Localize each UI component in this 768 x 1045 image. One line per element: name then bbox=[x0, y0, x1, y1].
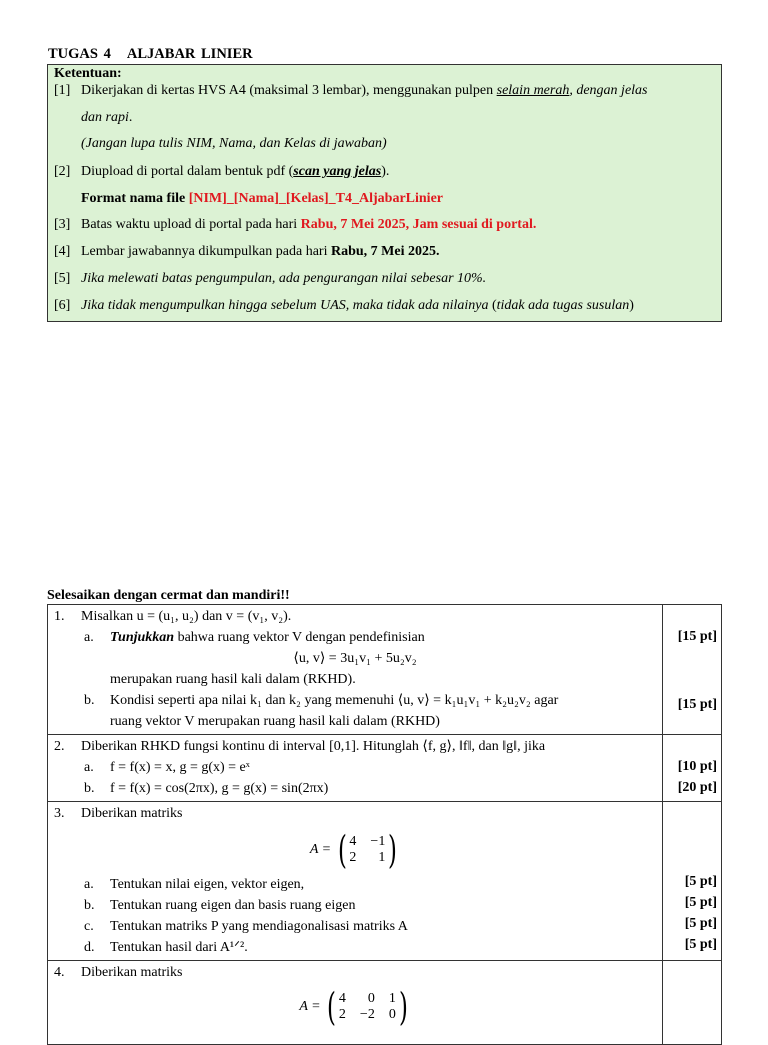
rule-number: [2] bbox=[54, 164, 71, 179]
section-title: Selesaikan dengan cermat dan mandiri!! bbox=[47, 588, 290, 603]
points-column bbox=[663, 605, 722, 735]
matrix-entry: 2 bbox=[349, 850, 357, 865]
points-badge: [15 pt] bbox=[677, 697, 717, 712]
file-format-value: [NIM]_[Nama]_[Kelas]_T4_AljabarLinier bbox=[188, 191, 443, 206]
subquestion-text: Kondisi seperti apa nilai k₁ dan k₂ yang memenuhi ⟨u, v⟩ = k₁u₁v₁ + k₂u₂v₂ agar bbox=[110, 693, 559, 708]
matrix-grid bbox=[339, 991, 396, 1023]
matrix-entry: 1 bbox=[388, 991, 396, 1006]
matrix-entry: −2 bbox=[359, 1007, 375, 1022]
table-row bbox=[48, 961, 722, 1045]
subquestion-label: b. bbox=[84, 898, 95, 913]
questions-table bbox=[47, 604, 722, 1045]
matrix-entry: −1 bbox=[370, 834, 386, 849]
inner-product-formula: ⟨u, v⟩ = 3u₁v₁ + 5u₂v₂ bbox=[293, 651, 417, 666]
submission-date: Rabu, 7 Mei 2025. bbox=[330, 244, 440, 259]
table-row bbox=[48, 735, 722, 802]
table-row bbox=[48, 605, 722, 735]
question-intro: Diberikan RHKD fungsi kontinu di interval [0,1]. Hitunglah ⟨f, g⟩, ‖f‖, dan ‖g‖, jika bbox=[81, 739, 546, 754]
rule-text: Diupload di portal dalam bentuk pdf ( bbox=[81, 164, 294, 179]
rule-number: [6] bbox=[54, 298, 71, 313]
points-column bbox=[663, 802, 722, 961]
rule-number: [1] bbox=[54, 83, 71, 98]
matrix bbox=[324, 987, 411, 1027]
subquestion-label: b. bbox=[84, 781, 95, 796]
rules-box bbox=[47, 64, 722, 322]
subquestion-text: Tentukan ruang eigen dan basis ruang eigen bbox=[110, 898, 356, 913]
matrix-entry: 4 bbox=[338, 991, 346, 1006]
subquestion-label: a. bbox=[84, 630, 94, 645]
rule-text: dan rapi bbox=[81, 110, 129, 125]
question-intro: Diberikan matriks bbox=[81, 806, 183, 821]
subquestion-text: Tentukan matriks P yang mendiagonalisasi matriks A bbox=[110, 919, 408, 934]
rule-note: (Jangan lupa tulis NIM, Nama, dan Kelas di jawaban) bbox=[81, 136, 387, 151]
question-number: 1. bbox=[54, 609, 65, 624]
points-badge: [5 pt] bbox=[684, 937, 717, 952]
matrix-entry: 0 bbox=[388, 1007, 396, 1022]
points-badge: [5 pt] bbox=[684, 874, 717, 889]
upload-deadline: Rabu, 7 Mei 2025, Jam sesuai di portal. bbox=[300, 217, 537, 232]
rule-number: [4] bbox=[54, 244, 71, 259]
subquestion-label: a. bbox=[84, 760, 94, 775]
left-paren: ( bbox=[337, 828, 347, 872]
subquestion-label: c. bbox=[84, 919, 94, 934]
rule-emphasis: scan yang jelas bbox=[293, 164, 382, 179]
matrix bbox=[335, 830, 401, 870]
subquestion-text: Tentukan hasil dari A¹ᐟ². bbox=[110, 940, 248, 955]
question-number: 4. bbox=[54, 965, 65, 980]
matrix-entry: 2 bbox=[338, 1007, 346, 1022]
question-1 bbox=[48, 605, 663, 735]
subquestion-text: ruang vektor V merupakan ruang hasil kali dalam (RKHD) bbox=[110, 714, 440, 729]
question-intro: Misalkan u = (u₁, u₂) dan v = (v₁, v₂). bbox=[81, 609, 292, 624]
rule-text: , dengan jelas bbox=[569, 83, 648, 98]
file-format-label: Format nama file bbox=[81, 191, 189, 206]
rules-heading: Ketentuan: bbox=[54, 66, 122, 81]
question-number: 3. bbox=[54, 806, 65, 821]
subquestion-text: merupakan ruang hasil kali dalam (RKHD). bbox=[110, 672, 356, 687]
points-badge: [20 pt] bbox=[677, 780, 717, 795]
points-column bbox=[663, 961, 722, 1045]
subquestion-text: f = f(x) = cos(2πx), g = g(x) = sin(2πx) bbox=[110, 781, 329, 796]
question-number: 2. bbox=[54, 739, 65, 754]
rule-text: ). bbox=[381, 164, 390, 179]
question-2 bbox=[48, 735, 663, 802]
matrix-grid bbox=[349, 834, 385, 866]
rule-number: [5] bbox=[54, 271, 71, 286]
subquestion-text: bahwa ruang vektor V dengan pendefinisian bbox=[174, 630, 425, 645]
question-3 bbox=[48, 802, 663, 961]
points-badge: [5 pt] bbox=[684, 895, 717, 910]
document-title: TUGAS 4 ALJABAR LINIER bbox=[48, 46, 253, 62]
question-4 bbox=[48, 961, 663, 1045]
right-paren: ) bbox=[398, 985, 408, 1029]
rule-text: ) bbox=[629, 298, 634, 313]
matrix-block bbox=[52, 983, 658, 1027]
rule-text: Batas waktu upload di portal pada hari bbox=[81, 217, 301, 232]
question-intro: Diberikan matriks bbox=[81, 965, 183, 980]
subquestion-label: b. bbox=[84, 693, 95, 708]
points-badge: [5 pt] bbox=[684, 916, 717, 931]
right-paren: ) bbox=[388, 828, 398, 872]
rule-emphasis: selain merah bbox=[496, 83, 570, 98]
table-row bbox=[48, 802, 722, 961]
subquestion-keyword: Tunjukkan bbox=[110, 630, 175, 645]
rule-number: [3] bbox=[54, 217, 71, 232]
matrix-name: A = bbox=[299, 999, 321, 1015]
matrix-entry: 1 bbox=[378, 850, 386, 865]
subquestion-label: d. bbox=[84, 940, 95, 955]
rule-text: Jika tidak mengumpulkan hingga sebelum UAS, maka tidak ada nilainya bbox=[81, 298, 489, 313]
rule-text: Dikerjakan di kertas HVS A4 (maksimal 3 lembar), menggunakan pulpen bbox=[81, 83, 497, 98]
matrix-name: A = bbox=[309, 842, 332, 858]
rule-text: . bbox=[128, 110, 133, 125]
rule-text: ( bbox=[488, 298, 497, 313]
rule-text: tidak ada tugas susulan bbox=[496, 298, 630, 313]
points-badge: [10 pt] bbox=[677, 759, 717, 774]
matrix-block bbox=[52, 824, 658, 874]
rule-text: Jika melewati batas pengumpulan, ada pengurangan nilai sebesar 10%. bbox=[81, 271, 487, 286]
rule-text: Lembar jawabannya dikumpulkan pada hari bbox=[81, 244, 331, 259]
left-paren: ( bbox=[327, 985, 336, 1029]
subquestion-text: Tentukan nilai eigen, vektor eigen, bbox=[110, 877, 305, 892]
points-badge: [15 pt] bbox=[677, 629, 717, 644]
points-column bbox=[663, 735, 722, 802]
matrix-entry: 4 bbox=[349, 834, 357, 849]
subquestion-text: f = f(x) = x, g = g(x) = eˣ bbox=[110, 760, 250, 775]
subquestion-label: a. bbox=[84, 877, 94, 892]
matrix-entry: 0 bbox=[367, 991, 375, 1006]
